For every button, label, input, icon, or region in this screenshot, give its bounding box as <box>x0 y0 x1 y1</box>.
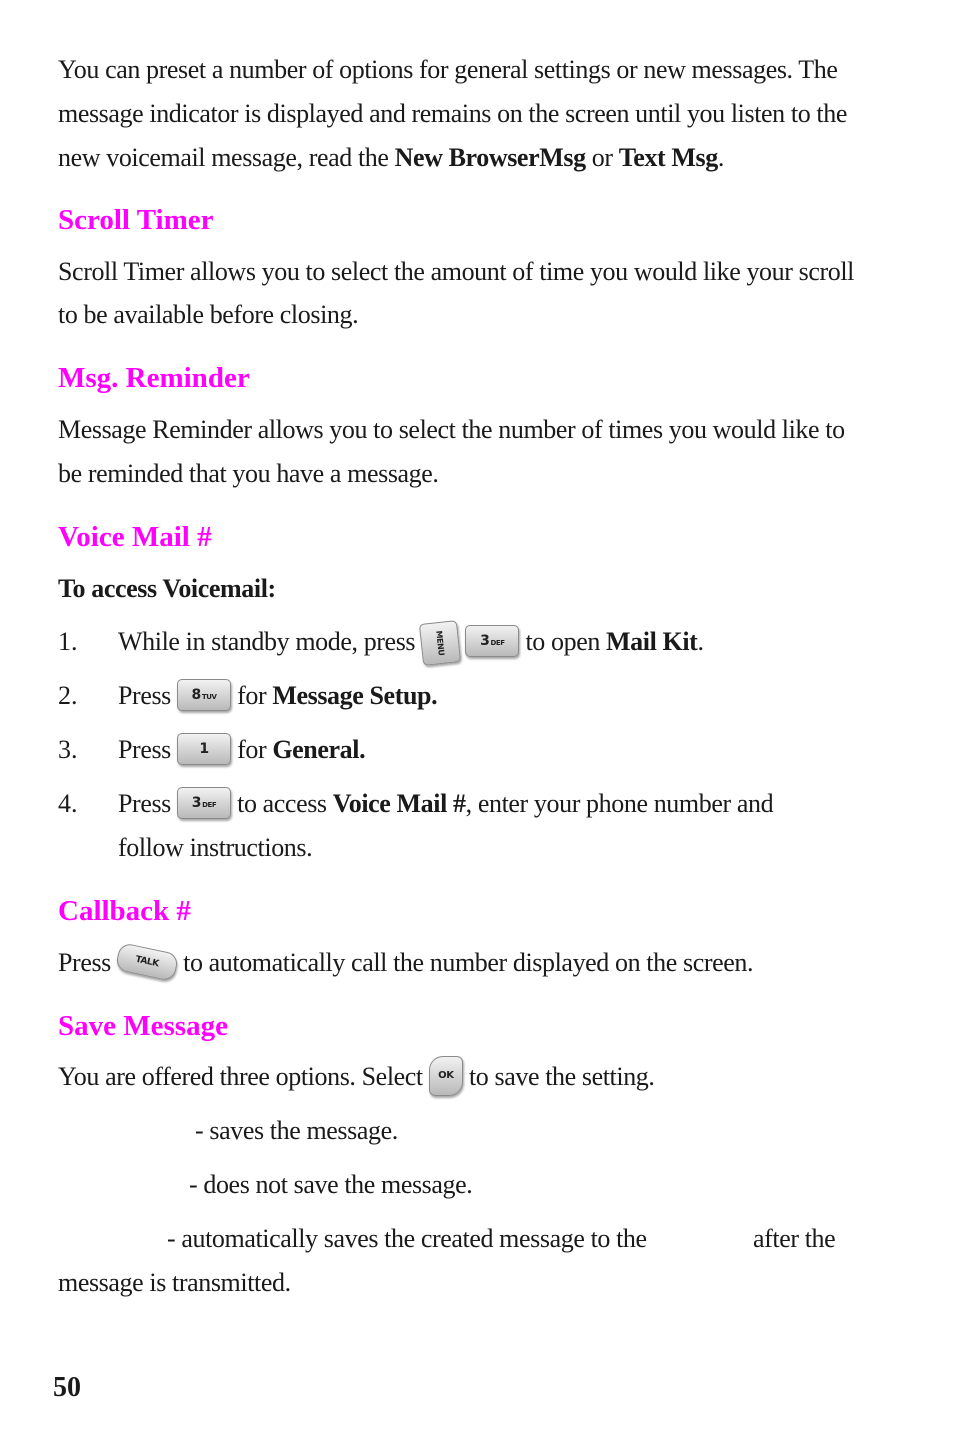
new-browsermsg-term: New BrowserMsg <box>394 143 586 172</box>
mail-kit-term: Mail Kit <box>606 627 698 656</box>
key-1-icon: 1 <box>177 733 231 765</box>
voice-mail-term: Voice Mail # <box>332 789 466 818</box>
ok-key-icon: OK <box>429 1056 463 1096</box>
key-3-def-icon: 3DEF <box>177 787 231 819</box>
page-number: 50 <box>53 1372 81 1403</box>
general-term: General. <box>272 735 366 764</box>
key-3-def-icon: 3DEF <box>465 625 519 657</box>
step-3: Press 1 for General. <box>118 735 366 764</box>
intro-line-2: message indicator is displayed and remains on the screen until you listen to the <box>58 99 847 128</box>
scroll-timer-line-1: Scroll Timer allows you to select the amount of time you would like your scroll <box>58 257 854 286</box>
text-msg-term: Text Msg <box>618 143 718 172</box>
step-3-number: 3. <box>58 735 78 764</box>
step-1: While in standby mode, press MENU 3DEF to open Mail Kit. <box>118 620 704 665</box>
step-4-continuation: follow instructions. <box>118 833 313 862</box>
option-2-description: - does not save the message. <box>189 1170 473 1199</box>
key-8-tuv-icon: 8TUV <box>177 679 231 711</box>
callback-heading: Callback # <box>58 895 191 927</box>
menu-key-icon: MENU <box>419 620 461 666</box>
option-3-after: after the <box>753 1224 836 1253</box>
option-3-description: - automatically saves the created message to the <box>167 1224 647 1253</box>
step-4: Press 3DEF to access Voice Mail #, enter your phone number and <box>118 789 774 818</box>
message-setup-term: Message Setup. <box>272 681 438 710</box>
msg-reminder-heading: Msg. Reminder <box>58 362 250 394</box>
msg-reminder-line-1: Message Reminder allows you to select the number of times you would like to <box>58 415 845 444</box>
scroll-timer-line-2: to be available before closing. <box>58 300 359 329</box>
step-2: Press 8TUV for Message Setup. <box>118 681 438 710</box>
voice-mail-heading: Voice Mail # <box>58 521 212 553</box>
option-1-description: - saves the message. <box>195 1116 398 1145</box>
talk-key-icon: TALK <box>115 942 180 982</box>
callback-line: Press TALK to automatically call the number displayed on the screen. <box>58 941 753 985</box>
step-1-number: 1. <box>58 627 78 656</box>
save-message-heading: Save Message <box>58 1010 228 1042</box>
save-message-line: You are offered three options. Select OK to save the setting. <box>58 1055 655 1099</box>
msg-reminder-line-2: be reminded that you have a message. <box>58 459 439 488</box>
intro-line-3: new voicemail message, read the New BrowserMsg or Text Msg. <box>58 143 724 172</box>
voicemail-subheading: To access Voicemail: <box>58 574 276 603</box>
step-4-number: 4. <box>58 789 78 818</box>
intro-line-1: You can preset a number of options for general settings or new messages. The <box>58 55 838 84</box>
scroll-timer-heading: Scroll Timer <box>58 204 214 236</box>
option-3-continuation: message is transmitted. <box>58 1268 291 1297</box>
step-2-number: 2. <box>58 681 78 710</box>
